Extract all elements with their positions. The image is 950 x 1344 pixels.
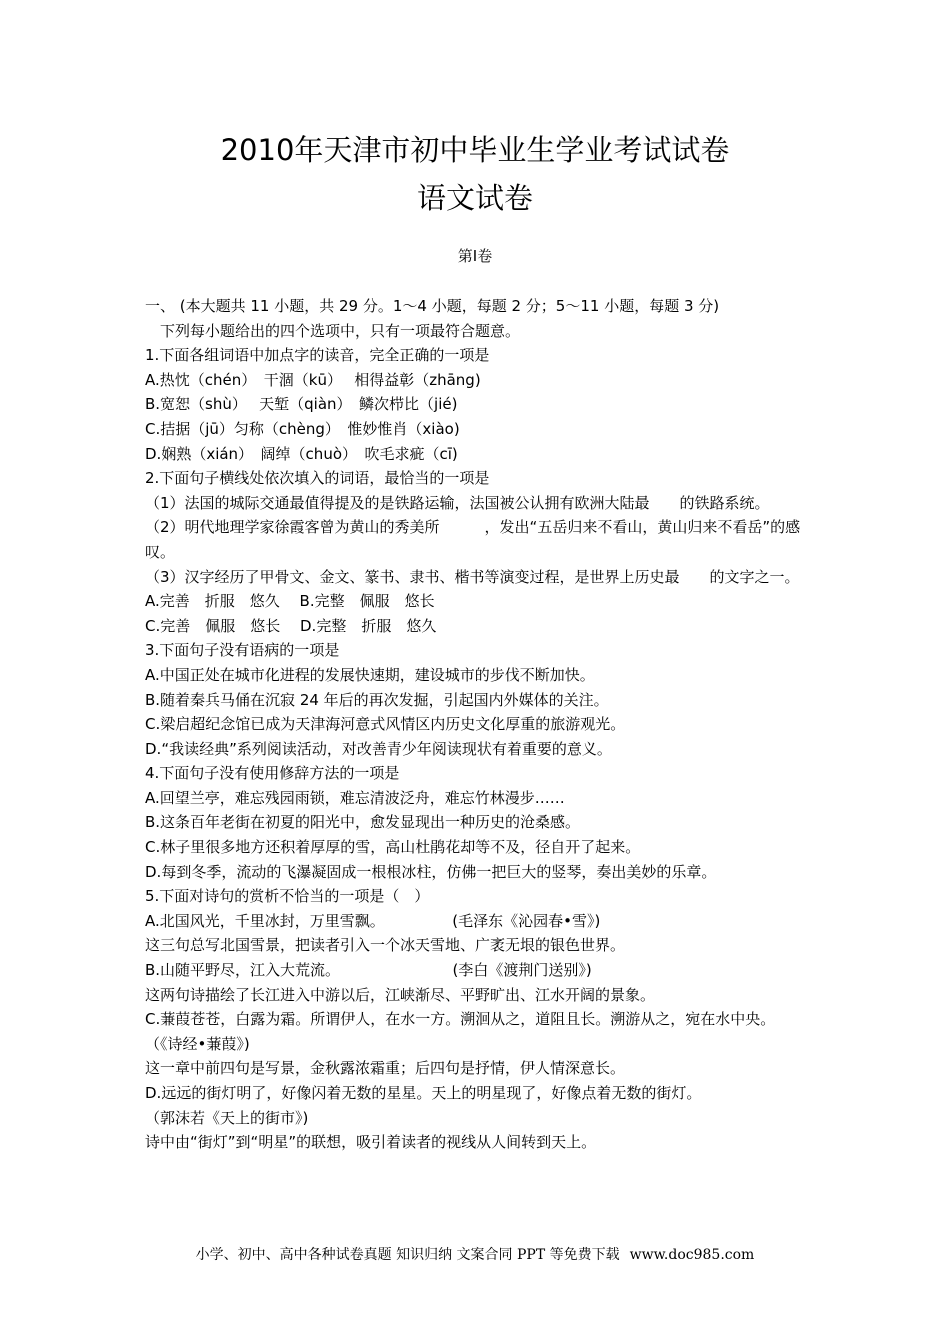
question-5-option-b: B.山随平野尽，江入大荒流。 (李白《渡荆门送别》) bbox=[145, 961, 592, 980]
question-5-option-b-analysis: 这两句诗描绘了长江进入中游以后，江峡渐尽、平野旷出、江水开阔的景象。 bbox=[145, 985, 656, 1004]
question-3-option-d: D.“我读经典”系列阅读活动，对改善青少年阅读现状有着重要的意义。 bbox=[145, 739, 612, 758]
question-5-option-d: D.远远的街灯明了，好像闪着无数的星星。天上的明星现了，好像点着无数的街灯。 bbox=[145, 1084, 702, 1102]
part-note: 下列每小题给出的四个选项中，只有一项最符合题意。 bbox=[145, 321, 521, 340]
question-3-option-b: B.随着秦兵马俑在沉寂 24 年后的再次发掘，引起国内外媒体的关注。 bbox=[145, 690, 609, 709]
question-5-option-c-analysis: 这一章中前四句是写景，金秋露浓霜重；后四句是抒情，伊人情深意长。 bbox=[145, 1059, 626, 1078]
question-2-options-cd: C.完善 佩服 悠长 D.完整 折服 悠久 bbox=[145, 616, 437, 635]
exam-title: 2010年天津市初中毕业生学业考试试卷 bbox=[220, 133, 730, 167]
exam-subtitle: 语文试卷 bbox=[416, 181, 533, 215]
question-5-option-a: A.北国风光，千里冰封，万里雪飘。 (毛泽东《沁园春•雪》) bbox=[145, 911, 601, 930]
question-1-option-b: B.宽恕（shù） 天堑（qiàn） 鳞次栉比（jié) bbox=[145, 395, 458, 414]
part-instructions: 一、 (本大题共 11 小题，共 29 分。1～4 小题，每题 2 分；5～11 小题，每题 3 分) bbox=[145, 297, 720, 315]
question-4-stem: 4.下面句子没有使用修辞方法的一项是 bbox=[145, 764, 400, 783]
question-4-option-b: B.这条百年老街在初夏的阳光中，愈发显现出一种历史的沧桑感。 bbox=[145, 813, 581, 832]
question-5-stem: 5.下面对诗句的赏析不恰当的一项是（ ） bbox=[145, 887, 430, 906]
question-3-stem: 3.下面句子没有语病的一项是 bbox=[145, 641, 340, 660]
question-2-options-ab: A.完善 折服 悠久 B.完整 佩服 悠长 bbox=[145, 592, 435, 611]
question-5-option-c: C.蒹葭苍苍，白露为霜。所谓伊人，在水一方。溯洄从之，道阻且长。溯游从之，宛在水中央。 （《诗经•蒹葭》) bbox=[145, 1010, 888, 1053]
question-4-option-c: C.林子里很多地方还积着厚厚的雪，高山杜鹃花却等不及，径自开了起来。 bbox=[145, 838, 641, 857]
question-4-option-d: D.每到冬季，流动的飞瀑凝固成一根根冰柱，仿佛一把巨大的竖琴，奏出美妙的乐章。 bbox=[145, 862, 717, 881]
question-4-option-a: A.回望兰亭，难忘残园雨锁，难忘清波泛舟，难忘竹林漫步…… bbox=[145, 788, 565, 807]
question-1-option-d: D.娴熟（xián） 阔绰（chuò） 吹毛求疵（cī) bbox=[145, 444, 458, 463]
question-5-option-d-analysis: 诗中由“街灯”到“明星”的联想，吸引着读者的视线从人间转到天上。 bbox=[145, 1133, 597, 1152]
question-5-option-a-analysis: 这三句总写北国雪景，把读者引入一个冰天雪地、广袤无垠的银色世界。 bbox=[145, 936, 626, 955]
question-5-option-d-source: （郭沫若《天上的街市》) bbox=[145, 1108, 309, 1127]
question-2-sentence-1: （1）法国的城际交通最值得提及的是铁路运输，法国被公认拥有欧洲大陆最 的铁路系统。 bbox=[145, 493, 770, 512]
footer-url[interactable]: www.doc985.com bbox=[629, 1247, 755, 1263]
page-footer bbox=[0, 1245, 950, 1265]
question-2-sentence-2: （2）明代地理学家徐霞客曾为黄山的秀美所 ，发出“五岳归来不看山，黄山归来不看岳”的感叹。 bbox=[145, 518, 801, 561]
question-1-option-c: C.拮据（jū）匀称（chèng） 惟妙惟肖（xiào) bbox=[145, 419, 460, 438]
section-heading: 第Ⅰ卷 bbox=[457, 247, 493, 265]
question-3-option-c: C.梁启超纪念馆已成为天津海河意式风情区内历史文化厚重的旅游观光。 bbox=[145, 715, 626, 734]
footer-text: 小学、初中、高中各种试卷真题 知识归纳 文案合同 PPT 等免费下载 bbox=[195, 1247, 620, 1263]
question-3-option-a: A.中国正处在城市化进程的发展快速期，建设城市的步伐不断加快。 bbox=[145, 665, 595, 684]
question-1-stem: 1.下面各组词语中加点字的读音，完全正确的一项是 bbox=[145, 346, 490, 365]
question-2-sentence-3: （3）汉字经历了甲骨文、金文、篆书、隶书、楷书等演变过程，是世界上历史最 的文字之一。 bbox=[145, 567, 800, 586]
exam-body bbox=[145, 294, 888, 1155]
question-2-stem: 2.下面句子横线处依次填入的词语，最恰当的一项是 bbox=[145, 469, 490, 488]
question-1-option-a: A.热忱（chén） 干涸（kū） 相得益彰（zhāng) bbox=[145, 370, 481, 389]
